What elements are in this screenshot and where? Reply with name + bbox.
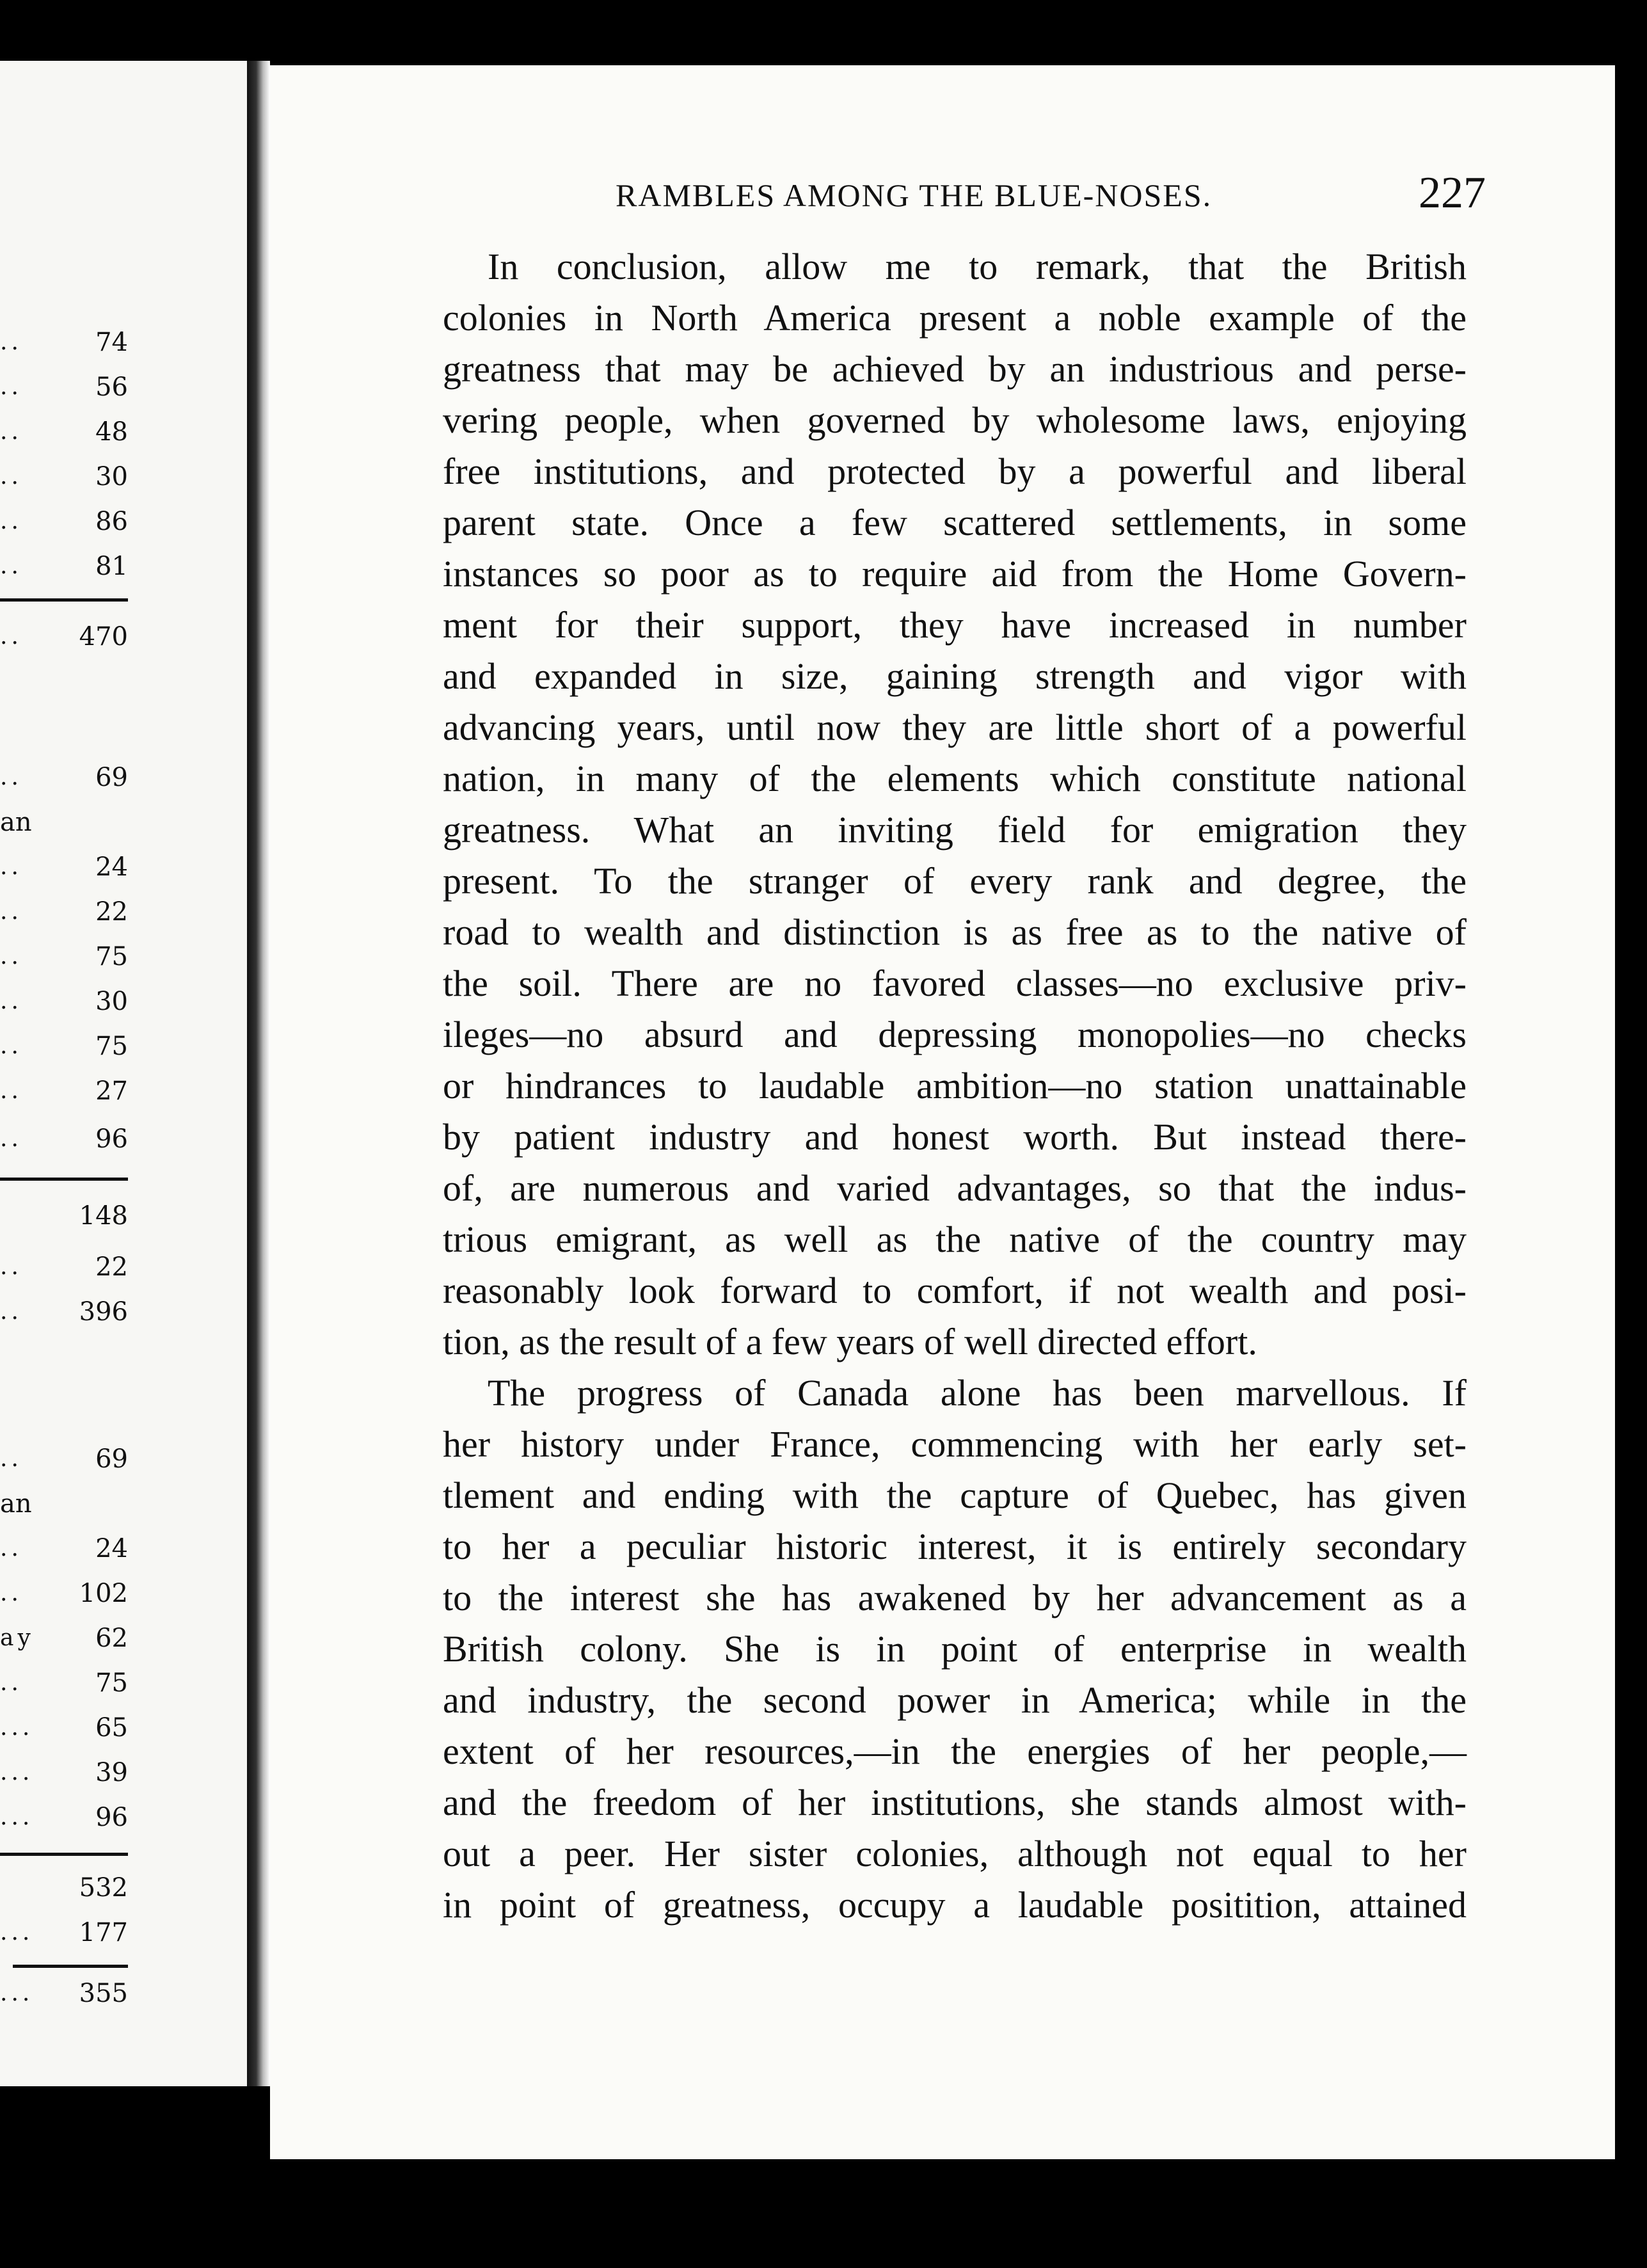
margin-row: ... 177 xyxy=(0,1918,128,1947)
text-line: her history under France, commencing with her early set- xyxy=(443,1423,1467,1465)
text-line: extent of her resources,—in the energies of her people,— xyxy=(443,1730,1467,1772)
text-line: tion, as the result of a few years of well directed effort. xyxy=(443,1321,1257,1362)
text-line: instances so poor as to require aid from the Home Govern- xyxy=(443,553,1467,595)
margin-row: .. 27 xyxy=(0,1076,128,1106)
margin-row: .. 81 xyxy=(0,552,128,581)
text-line: the soil. There are no favored classes—no exclusive priv- xyxy=(443,962,1467,1004)
text-line: by patient industry and honest worth. But instead there- xyxy=(443,1116,1467,1158)
margin-row: ... 96 xyxy=(0,1803,128,1832)
sum-rule xyxy=(0,598,128,602)
margin-row: .. 22 xyxy=(0,897,128,927)
text-line: vering people, when governed by wholesome laws, enjoying xyxy=(443,399,1467,441)
margin-row: ... 65 xyxy=(0,1713,128,1743)
text-line: and the freedom of her institutions, she stands almost with- xyxy=(443,1782,1467,1823)
text-line: parent state. Once a few scattered settlements, in some xyxy=(443,502,1467,543)
margin-row: .. 56 xyxy=(0,372,128,402)
text-line: out a peer. Her sister colonies, although not equal to her xyxy=(443,1833,1467,1874)
margin-row: .. 86 xyxy=(0,507,128,536)
margin-row: 148 xyxy=(79,1201,128,1231)
text-line: and expanded in size, gaining strength and vigor with xyxy=(443,655,1467,697)
text-line: and industry, the second power in America; while in the xyxy=(443,1679,1467,1721)
text-line: greatness that may be achieved by an industrious and perse- xyxy=(443,348,1467,390)
margin-row: ay 62 xyxy=(0,1624,128,1653)
margin-row: 532 xyxy=(79,1873,128,1903)
margin-row: .. 69 xyxy=(0,763,128,792)
text-line: tlement and ending with the capture of Quebec, has given xyxy=(443,1474,1467,1516)
text-line: present. To the stranger of every rank and degree, the xyxy=(443,860,1467,902)
text-line: colonies in North America present a noble example of the xyxy=(443,297,1467,339)
margin-row: .. 22 xyxy=(0,1252,128,1282)
sum-rule xyxy=(0,1178,128,1181)
book-gutter xyxy=(247,61,270,2086)
margin-row: .. 69 xyxy=(0,1444,128,1474)
text-line: In conclusion, allow me to remark, that the British xyxy=(488,246,1467,287)
sum-rule xyxy=(13,1965,128,1968)
margin-row: .. 75 xyxy=(0,1032,128,1061)
margin-fragment: an xyxy=(0,808,32,837)
margin-row: .. 48 xyxy=(0,417,128,447)
margin-row: .. 96 xyxy=(0,1124,128,1154)
margin-row: .. 75 xyxy=(0,1668,128,1698)
text-line: nation, in many of the elements which constitute national xyxy=(443,758,1467,799)
text-line: to the interest she has awakened by her advancement as a xyxy=(443,1577,1467,1618)
margin-row: ... 355 xyxy=(0,1979,128,2008)
sum-rule xyxy=(0,1853,128,1856)
text-line: advancing years, until now they are little short of a powerful xyxy=(443,707,1467,748)
margin-row: .. 30 xyxy=(0,462,128,491)
book-page xyxy=(270,65,1615,2159)
margin-row: .. 30 xyxy=(0,987,128,1016)
text-line: in point of greatness, occupy a laudable positition, attained xyxy=(443,1884,1467,1926)
text-line: to her a peculiar historic interest, it is entirely secondary xyxy=(443,1526,1467,1567)
text-line: trious emigrant, as well as the native of the country may xyxy=(443,1218,1467,1260)
text-line: greatness. What an inviting field for emigration they xyxy=(443,809,1467,850)
page-number: 227 xyxy=(1419,168,1486,218)
text-line: road to wealth and distinction is as free as to the native of xyxy=(443,911,1467,953)
text-line: ileges—no absurd and depressing monopolies—no checks xyxy=(443,1014,1467,1055)
facing-page-fragment xyxy=(0,61,256,2086)
margin-fragment: an xyxy=(0,1489,32,1519)
margin-row: .. 396 xyxy=(0,1297,128,1327)
margin-row: .. 74 xyxy=(0,328,128,357)
margin-row: .. 470 xyxy=(0,622,128,651)
margin-row: .. 24 xyxy=(0,1534,128,1563)
margin-row: .. 24 xyxy=(0,852,128,882)
text-line: The progress of Canada alone has been marvellous. If xyxy=(488,1372,1467,1414)
text-line: of, are numerous and varied advantages, so that the indus- xyxy=(443,1167,1467,1209)
running-header-title: RAMBLES AMONG THE BLUE-NOSES. xyxy=(616,177,1213,213)
margin-row: .. 102 xyxy=(0,1579,128,1608)
margin-row: .. 75 xyxy=(0,942,128,971)
text-line: free institutions, and protected by a powerful and liberal xyxy=(443,451,1467,492)
text-line: reasonably look forward to comfort, if not wealth and posi- xyxy=(443,1270,1467,1311)
text-line: or hindrances to laudable ambition—no station unattainable xyxy=(443,1065,1467,1106)
margin-row: ... 39 xyxy=(0,1758,128,1787)
text-line: ment for their support, they have increased in number xyxy=(443,604,1467,646)
text-line: British colony. She is in point of enterprise in wealth xyxy=(443,1628,1467,1670)
